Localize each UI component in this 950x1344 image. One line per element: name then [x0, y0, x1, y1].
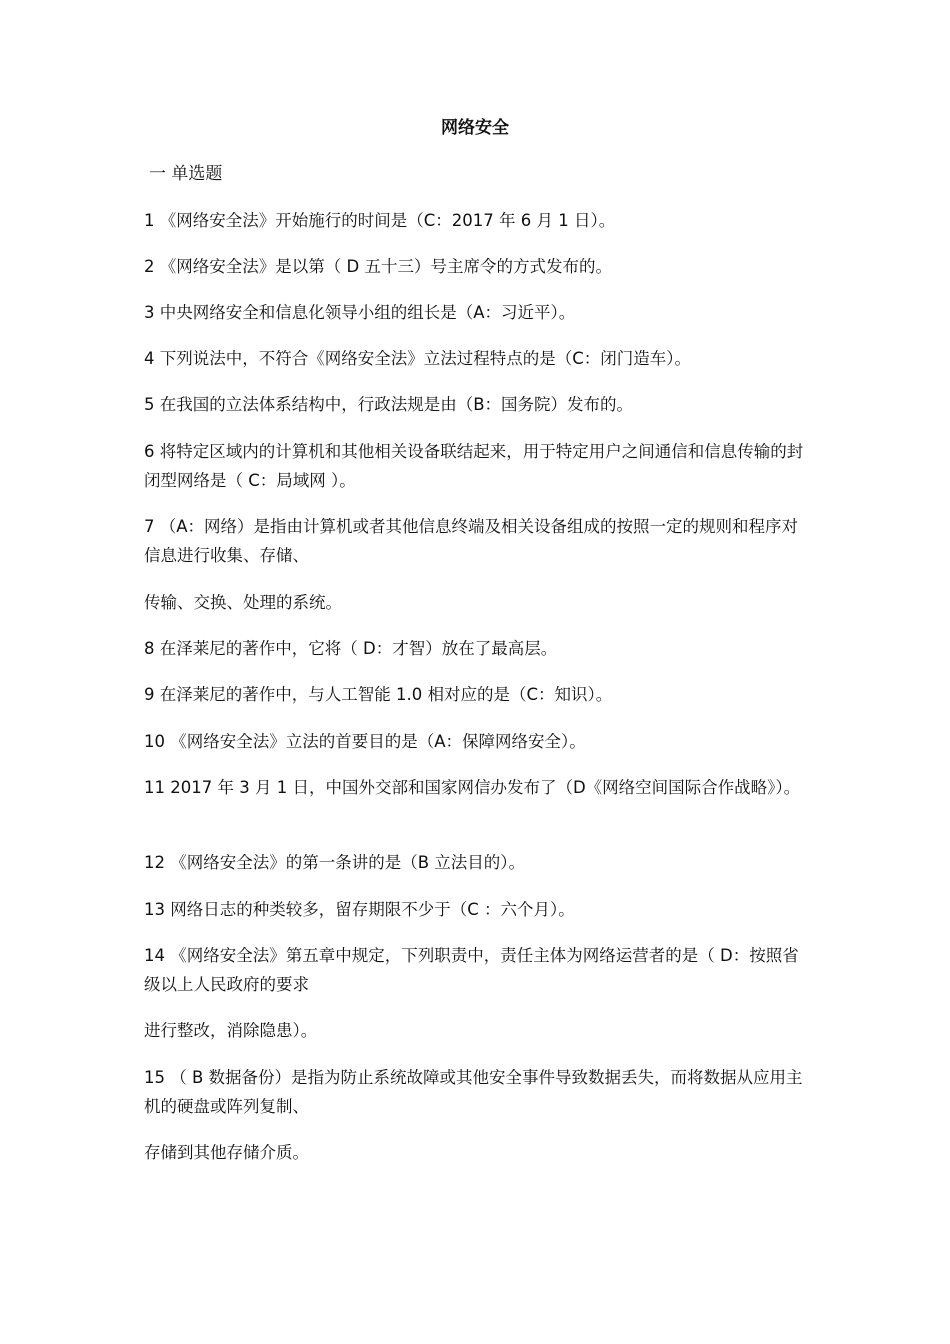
question-item: 4 下列说法中，不符合《网络安全法》立法过程特点的是（C：闭门造车）。	[144, 349, 692, 368]
question-item: 6 将特定区域内的计算机和其他相关设备联结起来，用于特定用户之间通信和信息传输的封闭型网络是（ C：局域网 ）。	[144, 442, 804, 490]
question-item: 13 网络日志的种类较多，留存期限不少于（C ：六个月）。	[144, 900, 575, 919]
question-continuation: 传输、交换、处理的系统。	[144, 593, 342, 612]
question-item: 3 中央网络安全和信息化领导小组的组长是（A：习近平）。	[144, 303, 576, 322]
section-heading: 一 单选题	[149, 164, 223, 184]
question-item: 10 《网络安全法》立法的首要目的是（A：保障网络安全）。	[144, 732, 586, 751]
question-continuation: 存储到其他存储介质。	[144, 1143, 309, 1162]
question-item: 14 《网络安全法》第五章中规定，下列职责中，责任主体为网络运营者的是（ D：按照省级以上人民政府的要求	[144, 946, 799, 994]
question-continuation: 进行整改，消除隐患）。	[144, 1021, 318, 1040]
question-item: 15 （ B 数据备份）是指为防止系统故障或其他安全事件导致数据丢失，而将数据从应用主机的硬盘或阵列复制、	[144, 1068, 803, 1116]
document-title: 网络安全	[441, 118, 509, 138]
question-item: 2 《网络安全法》是以第（ D 五十三）号主席令的方式发布的。	[144, 257, 612, 276]
question-item: 1 《网络安全法》开始施行的时间是（C：2017 年 6 月 1 日）。	[144, 211, 616, 230]
question-item: 12 《网络安全法》的第一条讲的是（B 立法目的）。	[144, 853, 526, 872]
question-item: 7 （A：网络）是指由计算机或者其他信息终端及相关设备组成的按照一定的规则和程序对信息进行收集、存储、	[144, 517, 799, 565]
question-item: 8 在泽莱尼的著作中，它将（ D：才智）放在了最高层。	[144, 639, 558, 658]
question-item: 11 2017 年 3 月 1 日，中国外交部和国家网信办发布了（D《网络空间国际合作战略》）。	[144, 778, 801, 797]
question-item: 9 在泽莱尼的著作中，与人工智能 1.0 相对应的是（C：知识）。	[144, 685, 613, 704]
question-item: 5 在我国的立法体系结构中，行政法规是由（B：国务院）发布的。	[144, 395, 634, 414]
